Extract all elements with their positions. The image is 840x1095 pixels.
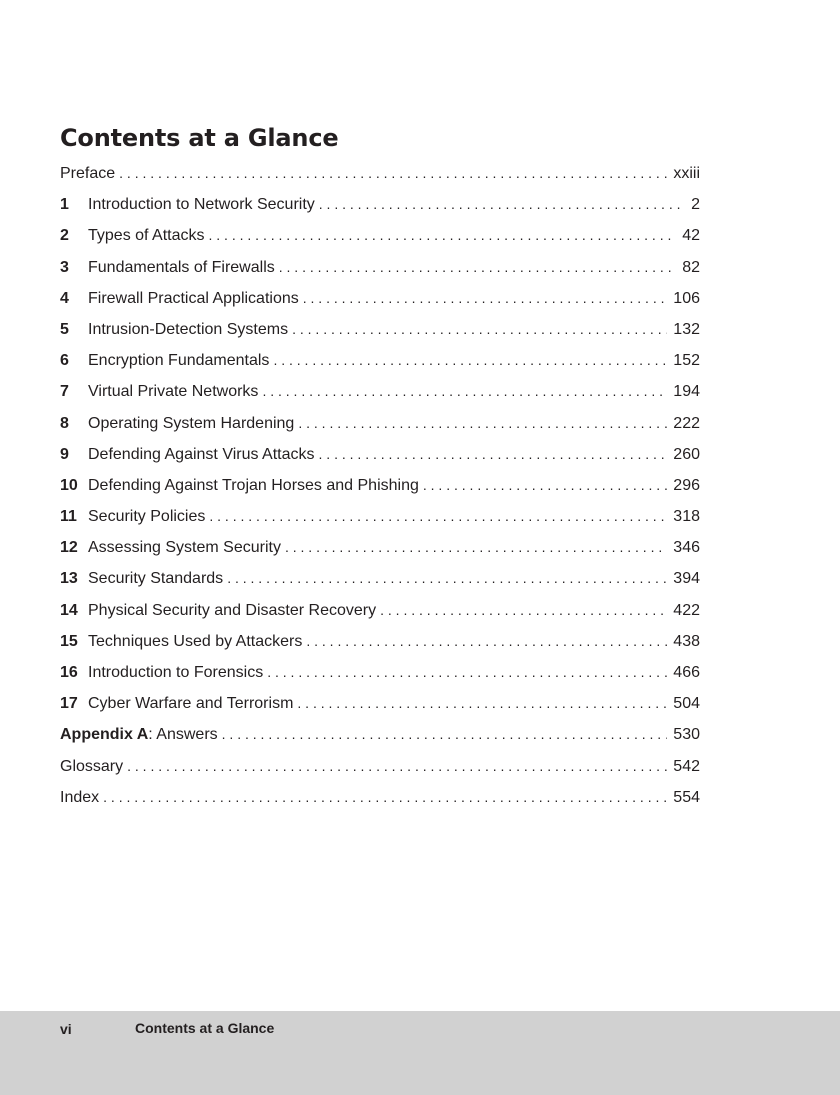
chapter-number: 8 — [60, 414, 69, 432]
dot-leader — [267, 657, 667, 688]
appendix-label: Appendix A — [60, 726, 149, 744]
toc-entry-glossary[interactable] — [60, 751, 700, 782]
entry-page-number: 260 — [673, 445, 700, 463]
chapter-number: 6 — [60, 352, 69, 370]
dot-leader — [297, 688, 667, 719]
toc-entry-chapter[interactable] — [60, 501, 700, 532]
entry-page-number: 346 — [673, 539, 700, 557]
toc-entry-appendix[interactable] — [60, 719, 700, 750]
toc-entry-chapter[interactable] — [60, 283, 700, 314]
toc-entry-chapter[interactable] — [60, 626, 700, 657]
chapter-number: 5 — [60, 320, 69, 338]
entry-title: Introduction to Network Security — [88, 196, 315, 214]
entry-page-number: 194 — [673, 383, 700, 401]
chapter-number: 14 — [60, 601, 78, 619]
entry-title: Encryption Fundamentals — [88, 352, 270, 370]
dot-leader — [306, 626, 667, 657]
chapter-number: 4 — [60, 289, 69, 307]
entry-title: Techniques Used by Attackers — [88, 632, 303, 650]
entry-title: Preface — [60, 165, 116, 182]
chapter-number: 9 — [60, 445, 69, 463]
entry-title: Virtual Private Networks — [88, 383, 259, 401]
entry-title: Security Policies — [88, 508, 206, 526]
toc-entry-chapter[interactable] — [60, 314, 700, 345]
entry-page-number: 394 — [673, 570, 700, 588]
entry-page-number: 530 — [673, 726, 700, 744]
toc-entry-chapter[interactable] — [60, 252, 700, 283]
chapter-number: 10 — [60, 476, 78, 494]
dot-leader — [319, 439, 668, 470]
dot-leader — [222, 719, 668, 750]
toc-entry-chapter[interactable] — [60, 220, 700, 251]
entry-page-number: 152 — [673, 352, 700, 370]
entry-title: Intrusion-Detection Systems — [88, 320, 289, 338]
toc-entry-index[interactable] — [60, 782, 700, 813]
chapter-number: 11 — [60, 508, 77, 526]
toc-entry-chapter[interactable] — [60, 470, 700, 501]
dot-leader — [119, 158, 667, 189]
entry-page-number: 132 — [673, 320, 700, 338]
entry-page-number: 504 — [673, 695, 700, 713]
toc-entry-chapter[interactable] — [60, 376, 700, 407]
chapter-number: 13 — [60, 570, 78, 588]
chapter-number: 7 — [60, 383, 69, 401]
entry-page-number: 554 — [673, 788, 700, 806]
toc-entry-chapter[interactable] — [60, 345, 700, 376]
toc-entry-chapter[interactable] — [60, 439, 700, 470]
page-title: Contents at a Glance — [60, 124, 339, 152]
entry-title: Glossary — [60, 757, 124, 775]
entry-title: Assessing System Security — [88, 539, 281, 557]
toc-entry-chapter[interactable] — [60, 595, 700, 626]
entry-title: Index — [60, 788, 100, 806]
dot-leader — [262, 376, 667, 407]
dot-leader — [292, 314, 667, 345]
page-footer — [0, 1011, 840, 1095]
toc-entry-chapter[interactable] — [60, 532, 700, 563]
entry-page-number: 542 — [673, 757, 700, 775]
entry-title: Types of Attacks — [88, 227, 205, 245]
entry-page-number: 82 — [682, 258, 700, 276]
entry-title: Defending Against Virus Attacks — [88, 445, 315, 463]
entry-title: Fundamentals of Firewalls — [88, 258, 275, 276]
toc-entry-chapter[interactable] — [60, 563, 700, 594]
footer-running-title: Contents at a Glance — [135, 1020, 275, 1036]
entry-page-number: 296 — [673, 476, 700, 494]
toc-entry-chapter[interactable] — [60, 408, 700, 439]
chapter-number: 15 — [60, 632, 78, 650]
toc-entry-chapter[interactable] — [60, 189, 700, 220]
entry-title: Introduction to Forensics — [88, 664, 264, 681]
entry-title: Firewall Practical Applications — [88, 289, 299, 307]
entry-page-number: 422 — [673, 601, 700, 619]
dot-leader — [103, 782, 667, 813]
entry-page-number: xxiii — [673, 165, 700, 182]
entry-title: : Answers — [148, 726, 218, 744]
dot-leader — [319, 189, 685, 220]
dot-leader — [127, 751, 667, 782]
entry-page-number: 222 — [673, 414, 700, 432]
entry-title: Physical Security and Disaster Recovery — [88, 601, 377, 619]
dot-leader — [380, 595, 667, 626]
dot-leader — [303, 283, 668, 314]
dot-leader — [285, 532, 667, 563]
entry-page-number: 2 — [691, 196, 700, 214]
toc-entry-chapter[interactable] — [60, 657, 700, 688]
entry-title: Cyber Warfare and Terrorism — [88, 695, 294, 713]
dot-leader — [209, 501, 667, 532]
toc-entry-chapter[interactable] — [60, 688, 700, 719]
footer-page-number: vi — [60, 1021, 72, 1037]
dot-leader — [423, 470, 667, 501]
chapter-number: 16 — [60, 664, 78, 681]
chapter-number: 17 — [60, 695, 78, 713]
entry-page-number: 42 — [682, 227, 700, 245]
entry-page-number: 466 — [673, 664, 700, 681]
chapter-number: 1 — [60, 196, 69, 214]
dot-leader — [227, 563, 667, 594]
entry-page-number: 106 — [673, 289, 700, 307]
toc-entry-preface[interactable] — [60, 158, 700, 189]
dot-leader — [298, 408, 667, 439]
chapter-number: 2 — [60, 227, 69, 245]
entry-title: Defending Against Trojan Horses and Phishing — [88, 476, 419, 494]
entry-page-number: 318 — [673, 508, 700, 526]
chapter-number: 3 — [60, 258, 69, 276]
entry-title: Operating System Hardening — [88, 414, 295, 432]
chapter-number: 12 — [60, 539, 78, 557]
dot-leader — [273, 345, 667, 376]
entry-title: Security Standards — [88, 570, 224, 588]
dot-leader — [279, 252, 676, 283]
dot-leader — [209, 220, 677, 251]
table-of-contents — [60, 158, 700, 813]
entry-page-number: 438 — [673, 632, 700, 650]
